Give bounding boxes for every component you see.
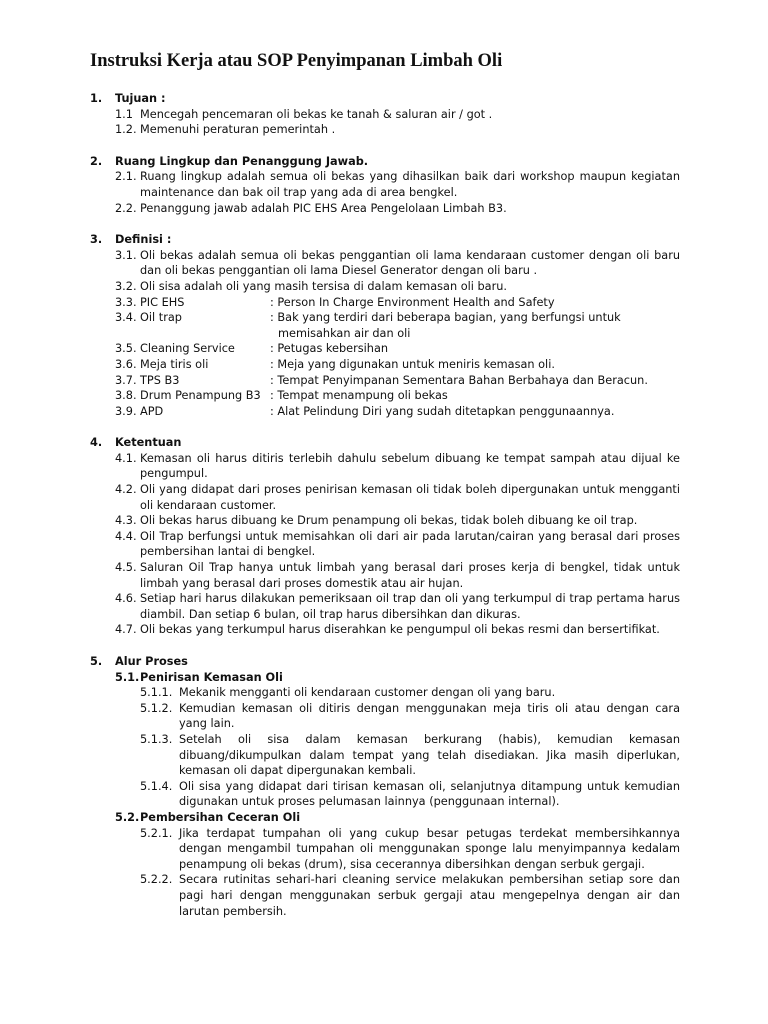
section-definisi (90, 232, 680, 419)
section-heading (90, 435, 680, 451)
definition-desc: : Person In Charge Environment Health and Safety (270, 295, 555, 309)
item-number: 4.6. (115, 592, 137, 606)
definition-desc-line: memisahkan air dan oli (278, 326, 411, 340)
item-text: Secara rutinitas sehari-hari cleaning service melakukan pembersihan setiap sore dan pagi hari dengan menggunakan serbuk gergaji atau mengepelnya dengan air dan larutan pembersih. (179, 873, 680, 918)
item-number: 3.4. (115, 311, 137, 325)
item-text: Setelah oli sisa dalam kemasan berkurang (habis), kemudian kemasan dibuang/dikumpulkan dalam tempat yang telah disediakan. Jika masih diperlukan, kemasan oli dapat dipergunakan kembali. (179, 732, 680, 778)
item-text: Kemudian kemasan oli ditiris dengan menggunakan meja tiris oli atau dengan cara yang lain. (179, 701, 680, 731)
list-item (90, 513, 680, 529)
definition-desc: : Petugas kebersihan (270, 342, 389, 356)
item-text: Oli bekas yang terkumpul harus diserahkan ke pengumpul oli bekas resmi dan bersertifikat. (140, 623, 660, 637)
definition-term: Meja tiris oli (140, 357, 209, 371)
subsection-title: Penirisan Kemasan Oli (140, 670, 283, 684)
item-text: Setiap hari harus dilakukan pemeriksaan oil trap dan oli yang terkumpul di trap pertama harus diambil. Dan setiap 6 bulan, oil trap harus dibersihkan dan dikuras. (140, 592, 680, 621)
subsection-number: 5.1. (115, 670, 140, 684)
definition-term: TPS B3 (140, 373, 180, 387)
item-text: Oil Trap berfungsi untuk memisahkan oli dari air pada larutan/cairan yang berasal dari proses pembersihan lantai di bengkel. (140, 529, 680, 559)
list-item (90, 122, 680, 138)
section-title: Alur Proses (115, 655, 188, 668)
list-item (90, 560, 680, 591)
section-number: 1. (90, 92, 103, 105)
list-item (90, 591, 680, 622)
list-item (90, 826, 680, 873)
item-text: Oli yang didapat dari proses penirisan kemasan oli tidak boleh dipergunakan untuk mengganti oli kendaraan customer. (140, 483, 680, 512)
section-title: Ketentuan (115, 436, 182, 450)
section-heading (90, 154, 680, 170)
item-number: 2.1. (115, 170, 137, 184)
definition-term: PIC EHS (140, 295, 185, 309)
list-item (90, 529, 680, 560)
definition-term: APD (140, 404, 164, 418)
section-title: Tujuan : (115, 92, 166, 105)
definition-term: Cleaning Service (140, 342, 235, 356)
definition-desc (270, 310, 680, 341)
item-number: 3.5. (115, 342, 137, 356)
definition-row (90, 310, 680, 341)
list-item (90, 482, 680, 513)
item-number: 4.5. (115, 561, 137, 575)
item-number: 5.1.4. (140, 779, 173, 793)
item-text: Oli bekas harus dibuang ke Drum penampung oli bekas, tidak boleh dibuang ke oil trap. (140, 514, 638, 528)
section-title: Definisi : (115, 233, 172, 247)
item-text: Oli sisa yang didapat dari tirisan kemasan oli, selanjutnya ditampung untuk kemudian digunakan untuk proses pelumasan lainnya (penggunaan internal). (179, 779, 680, 809)
list-item (90, 732, 680, 779)
item-text: Ruang lingkup adalah semua oli bekas yang dihasilkan baik dari workshop maupun kegiatan maintenance dan bak oil trap yang ada di area bengkel. (140, 170, 680, 199)
list-item (90, 451, 680, 482)
list-item (90, 685, 680, 701)
list-item (90, 279, 680, 295)
list-item (90, 107, 680, 123)
definition-term: Drum Penampung B3 (140, 389, 261, 403)
item-text: Oli sisa adalah oli yang masih tersisa di dalam kemasan oli baru. (140, 279, 507, 293)
item-number: 4.7. (115, 623, 137, 637)
definition-row (90, 388, 680, 404)
item-number: 5.2.2. (140, 873, 173, 887)
item-number: 5.1.1. (140, 686, 173, 700)
definition-desc-line: : Bak yang terdiri dari beberapa bagian, yang berfungsi untuk (270, 311, 621, 325)
item-number: 5.1.3. (140, 732, 173, 746)
item-number: 4.4. (115, 529, 137, 543)
definition-desc: : Alat Pelindung Diri yang sudah ditetapkan penggunaannya. (270, 404, 615, 418)
item-text: Memenuhi peraturan pemerintah . (140, 123, 336, 137)
item-text: Mekanik mengganti oli kendaraan customer dengan oli yang baru. (179, 686, 556, 700)
section-tujuan (90, 91, 680, 138)
definition-row (90, 357, 680, 373)
item-number: 3.6. (115, 357, 137, 371)
item-number: 3.3. (115, 295, 137, 309)
section-alur-proses (90, 654, 680, 919)
section-ruang-lingkup (90, 154, 680, 216)
subsection-heading (90, 670, 680, 686)
section-ketentuan (90, 435, 680, 638)
item-number: 5.2.1. (140, 826, 173, 840)
item-number: 4.3. (115, 514, 137, 528)
item-number: 3.2. (115, 279, 137, 293)
definition-row (90, 341, 680, 357)
item-number: 4.2. (115, 483, 137, 497)
list-item (90, 872, 680, 919)
definition-desc: : Tempat menampung oli bekas (270, 389, 448, 403)
item-number: 1.1 (115, 107, 133, 121)
list-item (90, 169, 680, 200)
section-heading (90, 654, 680, 670)
list-item (90, 779, 680, 810)
subsection-number: 5.2. (115, 810, 140, 824)
item-number: 2.2. (115, 201, 137, 215)
section-number: 2. (90, 154, 103, 168)
definition-row (90, 295, 680, 311)
section-title: Ruang Lingkup dan Penanggung Jawab. (115, 154, 369, 168)
subsection-title: Pembersihan Ceceran Oli (140, 810, 301, 824)
definition-desc: : Meja yang digunakan untuk meniris kemasan oli. (270, 357, 555, 371)
page-title: Instruksi Kerja atau SOP Penyimpanan Limbah Oli (90, 51, 503, 71)
item-text: Jika terdapat tumpahan oli yang cukup besar petugas terdekat membersihkannya dengan mengambil tumpahan oli menggunakan sponge lalu menyimpannya kedalam penampung oli bekas (drum), sisa cecerannya dibersihkan dengan serbuk gergaji. (179, 826, 680, 871)
item-text: Penanggung jawab adalah PIC EHS Area Pengelolaan Limbah B3. (140, 201, 507, 215)
list-item (90, 248, 680, 279)
section-heading (90, 232, 680, 248)
subsection-heading (90, 810, 680, 826)
definition-term: Oil trap (140, 311, 182, 325)
item-number: 5.1.2. (140, 701, 173, 715)
item-text: Kemasan oli harus ditiris terlebih dahulu sebelum dibuang ke tempat sampah atau dijual ke pengumpul. (140, 451, 680, 481)
section-number: 5. (90, 655, 103, 668)
definition-row (90, 404, 680, 420)
item-number: 3.7. (115, 373, 137, 387)
item-number: 4.1. (115, 451, 137, 465)
list-item (90, 622, 680, 638)
item-text: Oli bekas adalah semua oli bekas penggantian oli lama kendaraan customer dengan oli baru dan oli bekas penggantian oli lama Diesel Generator dengan oli baru . (140, 248, 680, 278)
item-number: 3.8. (115, 389, 137, 403)
item-number: 3.1. (115, 248, 137, 262)
section-heading (90, 91, 680, 107)
item-text: Saluran Oil Trap hanya untuk limbah yang berasal dari proses kerja di bengkel, tidak untuk limbah yang berasal dari proses domestik atau air hujan. (140, 561, 680, 590)
definition-row (90, 373, 680, 389)
item-text: Mencegah pencemaran oli bekas ke tanah & saluran air / got . (140, 107, 493, 121)
section-number: 4. (90, 436, 103, 450)
item-number: 3.9. (115, 404, 137, 418)
list-item (90, 201, 680, 217)
list-item (90, 701, 680, 732)
item-number: 1.2. (115, 123, 137, 137)
section-number: 3. (90, 233, 103, 247)
definition-desc: : Tempat Penyimpanan Sementara Bahan Berbahaya dan Beracun. (270, 373, 648, 387)
